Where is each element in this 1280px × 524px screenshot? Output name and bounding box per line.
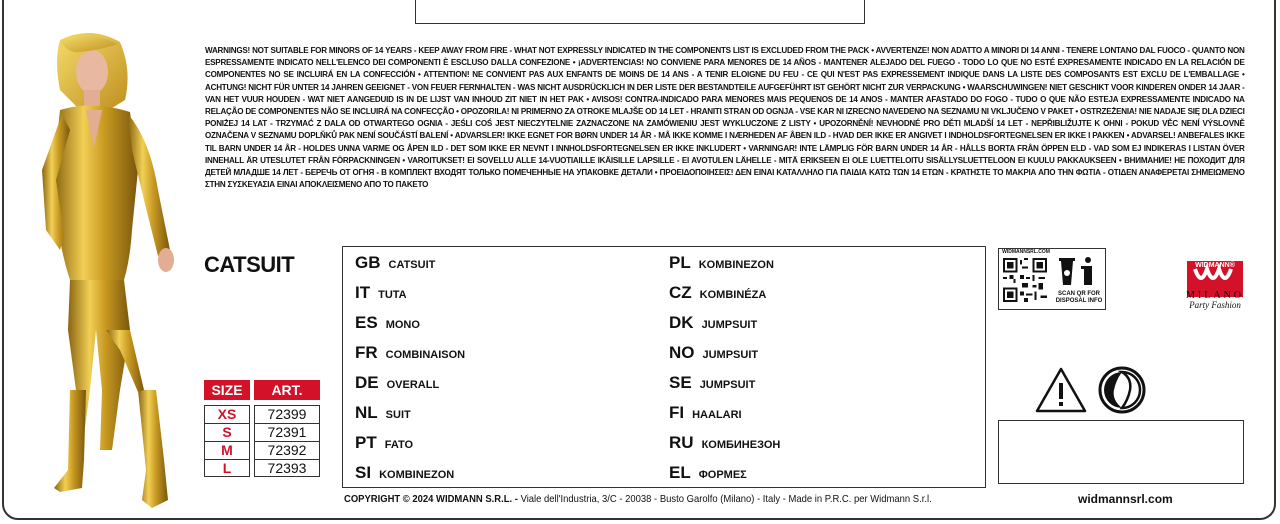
translations-box	[342, 246, 986, 488]
table-row	[204, 441, 320, 459]
table-row	[204, 423, 320, 441]
warning-triangle-icon	[1035, 366, 1087, 414]
blank-label-box	[998, 420, 1244, 484]
safety-warnings-text: WARNINGS! NOT SUITABLE FOR MINORS OF 14 YEARS - KEEP AWAY FROM FIRE - WHAT NOT EXPRESSLY INDICATED IN THE COMPONENTS LIST IS EXCLUDED FROM THE PACK • AVVERTENZE! NON ADATTO A MINORI DI 14 ANNI - TENERE LONTANO DAL FUOCO - QUANTO NON ESPRESSAMENTE INDICATO NELL'ELENCO DEI COMPONENTI È ESCLUSO DALLA CONFEZIONE • ¡ADVERTENCIAS! NO CONVIENE PARA MENORES DE 14 AÑOS - MANTENER ALEJADO DEL FUEGO - TODO LO QUE NO ESTÉ EXPRESAMENTE INDICADO EN LA RELACIÓN DE COMPONENTES NO SE INCLUIRÁ EN LA CONFECCIÓN • ATTENTION! NE CONVIENT PAS AUX ENFANTS DE MOINS DE 14 ANS - A TENIR ELOIGNE DU FEU - CE QUI N'EST PAS EXPRESSEMENT INDIQUE DANS LA LISTE DES COMPOSANTS EST EXCLU DE L'EMBALLAGE • ACHTUNG! NICHT FÜR UNTER 14 JAHREN GEEIGNET - VON FEUER FERNHALTEN - WAS NICHT AUSDRÜCKLICH IN DER LISTE DER BESTANDTEILE AUFGEFÜHRT IST GEHÖRT NICHT ZUR VERPACKUNG • WAARSCHUWINGEN! NIET GESCHIKT VOOR KINDEREN ONDER 14 JAAR - VAN HET VUUR HOUDEN - WAT NIET AANGEDUID IS IN DE LIJST VAN INHOUD ZIT NIET IN HET PAK • AVISOS! CONTRA-INDICADO PARA MENORES MAIS PEQUENOS DE 14 ANOS - MANTER AFASTADO DO FOGO - TUDO O QUE NÃO ESTEJA EXPRESSAMENTE INDICADO NA RELAÇÃO DE COMPONENTES NÃO SE INCLUIRÁ NA CONFECÇÃO • OPOZORILA! NI PRIMERNO ZA OTROKE MLAJŠE OD 14 LET - HRANITI STRAN OD OGNJA - VSE KAR NI IZRECNO NAVEDENO NA SEZNAMU NI VKLJUČENO V PAKET • OSTRZEŻENIA! NIE NADAJE SIĘ DLA DZIECI PONIŻEJ 14 LAT - TRZYMAĆ Z DALA OD OTWARTEGO OGNIA - JEŚLI COŚ JEST NIECZYTELNIE ZAZNACZONE NA ZAMÓWIENIU JEST WYKLUCZONE Z LISTY • UPOZORNĚNÍ! NEVHODNÉ PRO DĚTI MLADŠÍ 14 LET - NEPŘIBLIŽUJTE K OHNI - POKUD VĚC NENÍ VÝSLOVNĚ OZNAČENA V SEZNAMU DOPLŇKŮ PAK NENÍ SOUČÁSTÍ BALENÍ • ADVARSLER! IKKE EGNET FOR BØRN UNDER 14 ÅR - MÅ IKKE KOMME I NÆRHEDEN AF ÅBEN ILD - HVAD DER IKKE ER ANGIVET I INDHOLDSFORTEGNELSEN ER IKKE I PAKKEN • ADVARSEL! ANBEFALES IKKE TIL BARN UNDER 14 ÅR - HOLDES UNNA VARME OG ÅPEN ILD - DET SOM IKKE ER NEVNT I INNHOLDSFORTEGNELSEN ER IKKE INKLUDERT • VARNINGAR! INTE LÄMPLIG FÖR BARN UNDER 14 ÅR - HÅLLS BORTA FRÅN ÖPPEN ELD - VAD SOM EJ INDIKERAS I LISTAN ÖVER INNEHALL ÄR UTESLUTET FRÅN FÖRPACKNINGEN • VAROITUKSET! EI SOVELLU ALLE 14-VUOTIAILLE IKÄISILLE LAPSILLE - EI AVOTULEN LÄHELLE - MITÄ ERIKSEEN EI OLE LUETTELOITU SISÄLLYSLUETTELOON EI KUULU PAKKAUKSEEN • ВНИМАНИЕ! НЕ ПОХОДИТ ДЛЯ ДЕТЕЙ МЛАДШЕ 14 ЛЕТ - БЕРЕЧЬ ОТ ОГНЯ - В КОМПЛЕКТ ВХОДЯТ ТОЛЬКО ПОМЕЧЕННЫЕ НА УПАКОВКЕ ДЕТАЛИ • ΠΡΟΕΙΔΟΠΟΙΗΣΕΙΣ! ΔΕΝ ΕΙΝΑΙ ΚΑΤΑΛΛΗΛΟ ΓΙΑ ΠΑΙΔΙΑ ΚΑΤΩ ΤΩΝ 14 ΕΤΩΝ - ΚΡΑΤΗΣΤΕ ΤΟ ΜΑΚΡΙΑ ΑΠΟ ΤΗΝ ΦΩΤΙΑ - ΟΤΙΔΕΝ ΑΝΑΦΕΡΕΤΑΙ ΣΗΜΕΙΩΜΕΝΟ ΣΤΗΝ ΣΥΣΚΕΥΑΣΙΑ ΕΙΝΑΙ ΑΠΟΚΛΕΙΣΜΕΝΟ ΑΠΟ ΤΟ ΠΑΚΕΤΟ	[205, 45, 1245, 190]
art-cell: 72392	[254, 441, 320, 459]
translation-word: KOMBINEZON	[379, 469, 455, 481]
language-code: DE	[355, 373, 379, 392]
size-cell: XS	[204, 405, 250, 423]
product-name: CATSUIT	[204, 252, 295, 277]
translation-word: JUMPSUIT	[699, 379, 756, 391]
qr-disposal-box	[998, 248, 1106, 310]
copyright-bold: COPYRIGHT © 2024 WIDMANN S.R.L. -	[344, 493, 518, 505]
language-code: NL	[355, 403, 378, 422]
translation-word: FATO	[384, 439, 414, 451]
model-figure-image	[20, 30, 195, 510]
translation-item	[355, 343, 465, 363]
translation-item	[669, 283, 766, 303]
translation-item	[669, 463, 747, 483]
disposal-bin-icon	[1055, 253, 1103, 289]
language-code: SI	[355, 463, 372, 482]
translation-item	[355, 283, 407, 303]
qr-code-icon[interactable]	[1003, 258, 1047, 302]
brand-city: MILANO	[1186, 290, 1244, 301]
translation-item	[669, 313, 757, 333]
translation-word: JUMPSUIT	[701, 319, 758, 331]
language-code: PT	[355, 433, 377, 452]
copyright-line	[344, 493, 932, 505]
translation-word: ΦΟΡΜΕΣ	[698, 469, 747, 481]
language-code: GB	[355, 253, 381, 272]
size-table	[204, 405, 320, 477]
translation-word: JUMPSUIT	[702, 349, 759, 361]
size-cell: L	[204, 459, 250, 477]
translation-item	[669, 253, 774, 273]
translation-item	[669, 343, 758, 363]
qr-header: WIDMANNSRL.COM	[1002, 249, 1050, 255]
language-code: EL	[669, 463, 691, 482]
brand-tagline: Party Fashion	[1189, 300, 1241, 310]
translation-item	[669, 403, 742, 423]
translation-word: TUTA	[378, 289, 407, 301]
language-code: SE	[669, 373, 692, 392]
translation-item	[355, 433, 413, 453]
language-code: IT	[355, 283, 371, 302]
qr-caption: SCAN QR FOR DISPOSAL INFO	[1055, 291, 1103, 304]
language-code: FR	[355, 343, 378, 362]
translation-word: KOMBINEZON	[698, 259, 774, 271]
website-url[interactable]: widmannsrl.com	[1078, 492, 1173, 506]
translation-item	[355, 463, 454, 483]
language-code: RU	[669, 433, 694, 452]
translation-word: MONO	[385, 319, 420, 331]
language-code: DK	[669, 313, 694, 332]
translation-item	[355, 373, 439, 393]
translation-word: SUIT	[385, 409, 411, 421]
translation-item	[669, 373, 755, 393]
brand-name: WIDMANN®	[1195, 262, 1235, 269]
copyright-address: Viale dell'Industria, 3/C - 20038 - Busto Garolfo (Milano) - Italy - Made in P.R.C. per Widmann S.r.l.	[517, 493, 932, 505]
table-row	[204, 459, 320, 477]
translation-word: HAALARI	[692, 409, 742, 421]
size-cell: M	[204, 441, 250, 459]
translation-word: COMBINAISON	[385, 349, 466, 361]
top-cutout-box	[415, 0, 865, 24]
translation-word: КОМБИНЕЗОН	[701, 439, 781, 451]
translation-item	[355, 313, 420, 333]
translation-word: OVERALL	[386, 379, 440, 391]
language-code: NO	[669, 343, 695, 362]
language-code: FI	[669, 403, 685, 422]
art-cell: 72393	[254, 459, 320, 477]
translation-word: KOMBINÉZA	[699, 289, 767, 301]
size-cell: S	[204, 423, 250, 441]
table-row	[204, 405, 320, 423]
art-cell: 72391	[254, 423, 320, 441]
translation-item	[669, 433, 780, 453]
translation-item	[355, 403, 411, 423]
translation-item	[355, 253, 435, 273]
art-cell: 72399	[254, 405, 320, 423]
translation-word: CATSUIT	[388, 259, 436, 271]
art-column-header: ART.	[254, 380, 320, 400]
green-dot-recycle-icon	[1098, 366, 1146, 414]
language-code: CZ	[669, 283, 692, 302]
language-code: ES	[355, 313, 378, 332]
language-code: PL	[669, 253, 691, 272]
size-column-header: SIZE	[204, 380, 250, 400]
size-table-header	[204, 380, 320, 400]
